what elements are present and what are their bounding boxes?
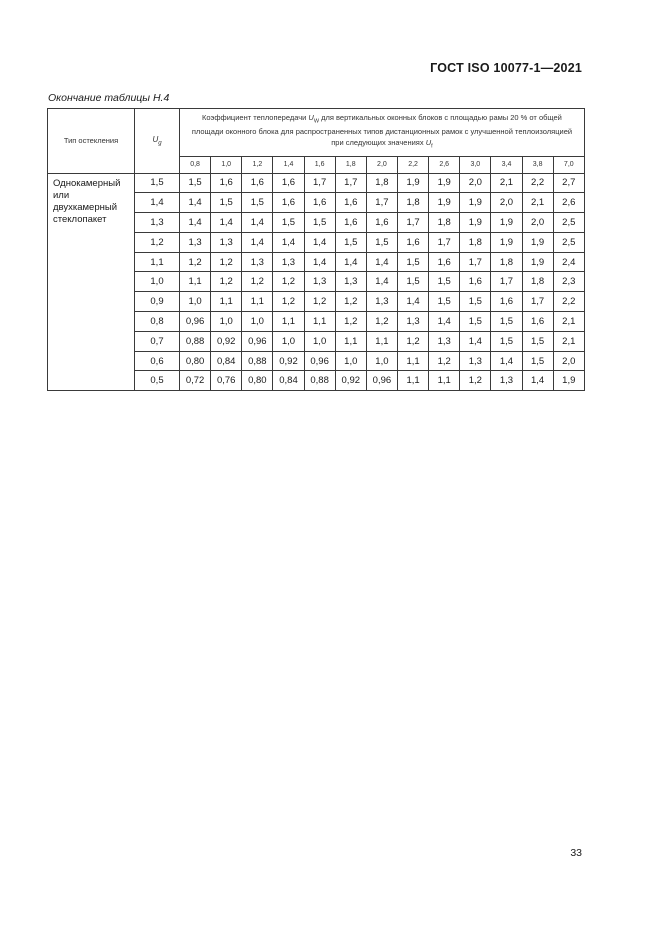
heat-transfer-table	[47, 108, 585, 391]
uw-value-cell: 1,0	[242, 312, 273, 332]
uw-group-header: Коэффициент теплопередачи $U_W$ для вертикальных оконных блоков с площадью рамы 20 % от общей площади оконного блока для распространенных типов дистанционных рамок с улучшенной теплоизоляцией при следующих значениях $U_f$	[180, 109, 585, 157]
uw-value-cell: 1,2	[366, 312, 397, 332]
ug-value-cell: 1,3	[135, 213, 180, 233]
uw-value-cell: 1,5	[429, 272, 460, 292]
glazing-type-line: или	[53, 189, 70, 201]
uw-value-cell: 1,7	[366, 193, 397, 213]
uf-value-header: 7,0	[553, 156, 584, 173]
uw-value-cell: 1,7	[460, 252, 491, 272]
uw-value-cell: 0,84	[211, 351, 242, 371]
page-number: 33	[570, 847, 582, 859]
uf-value-header: 1,2	[242, 156, 273, 173]
uw-value-cell: 1,3	[366, 292, 397, 312]
uw-value-cell: 2,2	[553, 292, 584, 312]
glazing-type-line: двухкамерный	[53, 201, 118, 213]
uw-value-cell: 2,2	[522, 173, 553, 193]
uw-value-cell: 1,6	[211, 173, 242, 193]
uw-value-cell: 1,2	[397, 331, 428, 351]
uw-value-cell: 1,4	[211, 213, 242, 233]
uw-value-cell: 1,5	[242, 193, 273, 213]
uf-value-header: 1,8	[335, 156, 366, 173]
uw-value-cell: 1,3	[242, 252, 273, 272]
table-row	[48, 173, 585, 193]
ug-value-cell: 0,6	[135, 351, 180, 371]
uw-value-cell: 1,4	[460, 331, 491, 351]
uw-value-cell: 1,7	[335, 173, 366, 193]
uw-value-cell: 1,5	[460, 312, 491, 332]
uw-value-cell: 1,0	[335, 351, 366, 371]
uw-value-cell: 0,96	[242, 331, 273, 351]
uw-value-cell: 0,88	[242, 351, 273, 371]
uw-value-cell: 1,9	[460, 213, 491, 233]
uw-value-cell: 1,5	[491, 312, 522, 332]
uw-value-cell: 2,1	[553, 312, 584, 332]
uw-value-cell: 1,9	[460, 193, 491, 213]
uw-value-cell: 1,1	[397, 351, 428, 371]
uw-value-cell: 1,6	[366, 213, 397, 233]
glazing-type-line: Однокамерный	[53, 177, 121, 189]
uw-value-cell: 1,9	[491, 232, 522, 252]
uf-value-header: 0,8	[180, 156, 211, 173]
uw-value-cell: 1,2	[242, 272, 273, 292]
uw-value-cell: 1,0	[304, 331, 335, 351]
uf-value-header: 1,4	[273, 156, 304, 173]
uw-value-cell: 2,1	[522, 193, 553, 213]
ug-value-cell: 0,9	[135, 292, 180, 312]
uw-value-cell: 1,3	[397, 312, 428, 332]
uw-value-cell: 0,92	[273, 351, 304, 371]
uw-value-cell: 1,1	[304, 312, 335, 332]
uf-value-header: 1,0	[211, 156, 242, 173]
uw-value-cell: 1,9	[397, 173, 428, 193]
uw-value-cell: 1,5	[460, 292, 491, 312]
uw-value-cell: 1,5	[304, 213, 335, 233]
glazing-type-header: Тип остекления	[48, 109, 135, 174]
uw-value-cell: 1,5	[335, 232, 366, 252]
uw-value-cell: 1,8	[460, 232, 491, 252]
table-caption: Окончание таблицы Н.4	[48, 92, 170, 104]
uw-value-cell: 1,4	[273, 232, 304, 252]
uw-value-cell: 1,4	[429, 312, 460, 332]
uw-value-cell: 1,0	[211, 312, 242, 332]
uw-value-cell: 1,5	[273, 213, 304, 233]
uw-value-cell: 1,5	[429, 292, 460, 312]
uw-value-cell: 1,8	[491, 252, 522, 272]
uf-value-header: 2,2	[397, 156, 428, 173]
ug-value-cell: 0,7	[135, 331, 180, 351]
uw-value-cell: 1,6	[242, 173, 273, 193]
uw-value-cell: 1,6	[273, 173, 304, 193]
ug-value-cell: 1,0	[135, 272, 180, 292]
uw-value-cell: 0,88	[180, 331, 211, 351]
uw-value-cell: 1,3	[304, 272, 335, 292]
uw-value-cell: 2,1	[491, 173, 522, 193]
uw-value-cell: 0,88	[304, 371, 335, 391]
uw-value-cell: 1,8	[522, 272, 553, 292]
uw-value-cell: 0,92	[211, 331, 242, 351]
uw-value-cell: 1,4	[304, 232, 335, 252]
uw-value-cell: 1,5	[491, 331, 522, 351]
uw-value-cell: 2,0	[522, 213, 553, 233]
uw-value-cell: 1,0	[180, 292, 211, 312]
uw-value-cell: 1,6	[273, 193, 304, 213]
uw-value-cell: 1,7	[304, 173, 335, 193]
uw-value-cell: 1,1	[211, 292, 242, 312]
ug-value-cell: 1,2	[135, 232, 180, 252]
uw-value-cell: 1,5	[180, 173, 211, 193]
uw-value-cell: 1,6	[304, 193, 335, 213]
uw-value-cell: 1,4	[491, 351, 522, 371]
uw-value-cell: 1,3	[460, 351, 491, 371]
uw-value-cell: 1,5	[522, 351, 553, 371]
uw-value-cell: 1,6	[460, 272, 491, 292]
ug-value-cell: 0,8	[135, 312, 180, 332]
uw-value-cell: 1,2	[273, 272, 304, 292]
uw-value-cell: 2,5	[553, 232, 584, 252]
uw-value-cell: 0,80	[242, 371, 273, 391]
uw-value-cell: 2,5	[553, 213, 584, 233]
uw-value-cell: 1,8	[429, 213, 460, 233]
uw-value-cell: 1,9	[429, 193, 460, 213]
uw-value-cell: 1,3	[429, 331, 460, 351]
uw-value-cell: 1,5	[366, 232, 397, 252]
uw-value-cell: 2,1	[553, 331, 584, 351]
uw-value-cell: 0,96	[304, 351, 335, 371]
ug-value-cell: 1,1	[135, 252, 180, 272]
uw-value-cell: 1,4	[335, 252, 366, 272]
uw-value-cell: 1,3	[491, 371, 522, 391]
glazing-type-cell	[48, 173, 135, 391]
uw-value-cell: 1,2	[335, 312, 366, 332]
document-code: ГОСТ ISO 10077-1—2021	[430, 61, 582, 75]
uw-value-cell: 1,2	[273, 292, 304, 312]
uw-value-cell: 1,4	[304, 252, 335, 272]
uw-value-cell: 1,7	[522, 292, 553, 312]
uw-value-cell: 0,92	[335, 371, 366, 391]
uw-value-cell: 1,9	[429, 173, 460, 193]
uf-value-header: 2,6	[429, 156, 460, 173]
ug-header: $U_g$	[135, 109, 180, 174]
glazing-type-line: стеклопакет	[53, 213, 107, 225]
uw-value-cell: 1,0	[366, 351, 397, 371]
uw-value-cell: 1,5	[397, 252, 428, 272]
uw-value-cell: 1,1	[242, 292, 273, 312]
uf-value-header: 3,8	[522, 156, 553, 173]
uw-value-cell: 1,3	[273, 252, 304, 272]
uw-value-cell: 1,3	[335, 272, 366, 292]
uw-value-cell: 1,9	[491, 213, 522, 233]
uf-value-header: 3,4	[491, 156, 522, 173]
uw-value-cell: 1,1	[180, 272, 211, 292]
uw-value-cell: 0,76	[211, 371, 242, 391]
uw-value-cell: 1,6	[335, 193, 366, 213]
uw-value-cell: 2,0	[460, 173, 491, 193]
uw-value-cell: 1,9	[553, 371, 584, 391]
uw-value-cell: 1,6	[335, 213, 366, 233]
uw-value-cell: 2,7	[553, 173, 584, 193]
uw-value-cell: 1,1	[429, 371, 460, 391]
uw-value-cell: 1,4	[522, 371, 553, 391]
uw-value-cell: 1,1	[335, 331, 366, 351]
uw-value-cell: 1,2	[335, 292, 366, 312]
uw-value-cell: 2,3	[553, 272, 584, 292]
ug-value-cell: 0,5	[135, 371, 180, 391]
uw-value-cell: 1,6	[397, 232, 428, 252]
uw-value-cell: 1,4	[242, 213, 273, 233]
uw-value-cell: 1,7	[429, 232, 460, 252]
uw-value-cell: 1,1	[273, 312, 304, 332]
uw-value-cell: 1,6	[522, 312, 553, 332]
uw-value-cell: 1,4	[242, 232, 273, 252]
uw-value-cell: 1,3	[211, 232, 242, 252]
uw-value-cell: 0,84	[273, 371, 304, 391]
uw-value-cell: 1,4	[366, 272, 397, 292]
uf-value-header: 3,0	[460, 156, 491, 173]
uw-value-cell: 1,2	[211, 272, 242, 292]
uw-value-cell: 1,4	[366, 252, 397, 272]
uf-value-header: 2,0	[366, 156, 397, 173]
uf-value-header: 1,6	[304, 156, 335, 173]
uw-value-cell: 1,9	[522, 252, 553, 272]
uw-value-cell: 1,6	[491, 292, 522, 312]
uw-value-cell: 2,0	[491, 193, 522, 213]
uw-value-cell: 1,5	[522, 331, 553, 351]
uw-value-cell: 1,7	[397, 213, 428, 233]
uw-value-cell: 1,5	[397, 272, 428, 292]
ug-value-cell: 1,4	[135, 193, 180, 213]
uw-value-cell: 0,96	[366, 371, 397, 391]
uw-value-cell: 1,3	[180, 232, 211, 252]
uw-value-cell: 0,80	[180, 351, 211, 371]
uw-value-cell: 1,1	[397, 371, 428, 391]
uw-value-cell: 1,5	[211, 193, 242, 213]
ug-value-cell: 1,5	[135, 173, 180, 193]
uw-value-cell: 1,7	[491, 272, 522, 292]
uw-value-cell: 1,2	[460, 371, 491, 391]
uw-value-cell: 2,0	[553, 351, 584, 371]
uw-value-cell: 1,9	[522, 232, 553, 252]
uw-value-cell: 1,6	[429, 252, 460, 272]
uw-value-cell: 1,0	[273, 331, 304, 351]
uw-value-cell: 1,2	[304, 292, 335, 312]
uw-value-cell: 0,96	[180, 312, 211, 332]
uw-value-cell: 1,8	[397, 193, 428, 213]
uw-value-cell: 1,4	[180, 213, 211, 233]
uw-value-cell: 1,2	[429, 351, 460, 371]
uw-value-cell: 1,2	[211, 252, 242, 272]
uw-value-cell: 1,1	[366, 331, 397, 351]
uw-value-cell: 1,2	[180, 252, 211, 272]
uw-value-cell: 1,8	[366, 173, 397, 193]
uw-value-cell: 2,6	[553, 193, 584, 213]
uw-value-cell: 0,72	[180, 371, 211, 391]
uw-value-cell: 1,4	[180, 193, 211, 213]
uw-value-cell: 1,4	[397, 292, 428, 312]
uw-value-cell: 2,4	[553, 252, 584, 272]
